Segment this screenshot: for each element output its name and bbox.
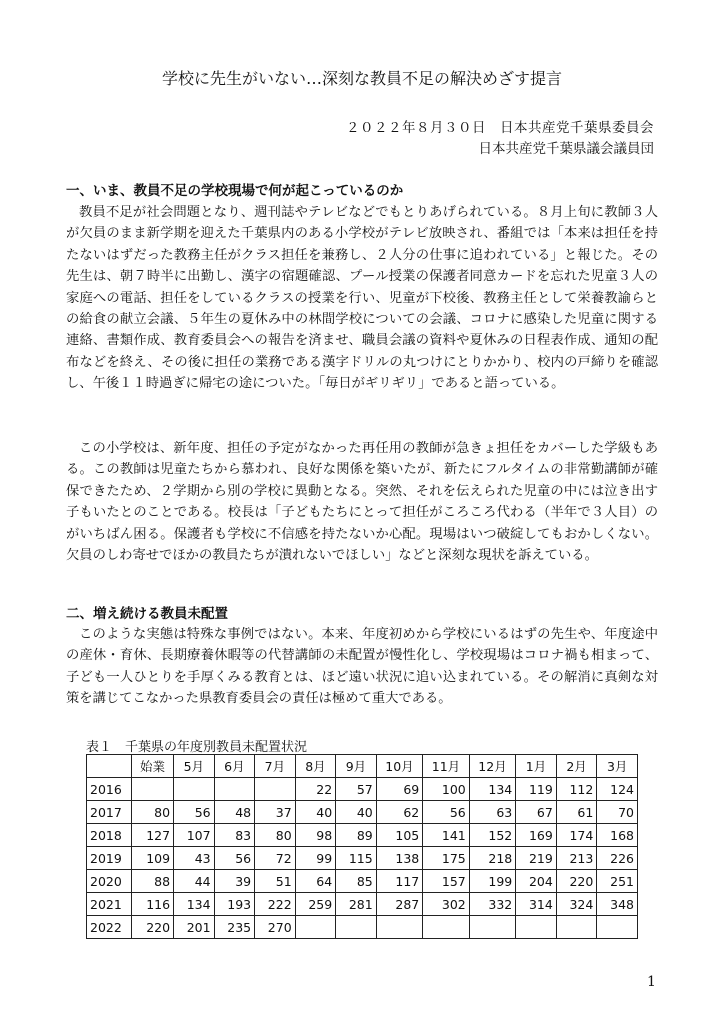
table-cell: 117 (376, 870, 423, 893)
table-cell: 168 (597, 824, 638, 847)
table-cell: 83 (214, 824, 255, 847)
table-cell (336, 916, 377, 939)
table-cell (174, 778, 215, 801)
table-cell: 56 (214, 847, 255, 870)
table-row (87, 893, 638, 916)
table-row (87, 916, 638, 939)
table-cell: 213 (556, 847, 597, 870)
table-header-cell: 2月 (556, 755, 597, 778)
date-issuer-line: ２０２２年８月３０日 日本共産党千葉県委員会 (346, 120, 654, 136)
table-cell: 302 (423, 893, 470, 916)
table-header-cell: 始業 (132, 755, 174, 778)
table-cell: 39 (214, 870, 255, 893)
table-cell: 43 (174, 847, 215, 870)
table-cell: 138 (376, 847, 423, 870)
table-cell: 270 (255, 916, 296, 939)
table-cell: 62 (376, 801, 423, 824)
table-header-cell: 9月 (336, 755, 377, 778)
table-header-cell: 1月 (516, 755, 557, 778)
table-cell: 314 (516, 893, 557, 916)
table-header-cell: 8月 (295, 755, 336, 778)
section1-paragraph-1: 教員不足が社会問題となり、週刊誌やテレビなどでもとりあげられている。８月上旬に教師３人が欠員のまま新学期を迎えた千葉県内のある小学校がテレビ放映され、番組では「本来は担任を持たないはずだった教務主任がクラス担任を兼務し、２人分の仕事に追われている」と報じた。その先生は、朝７時半に出勤し、漢字の宿題確認、プール授業の保護者同意カードを忘れた児童３人の家庭への電話、担任をしているクラスの授業を行い、児童が下校後、教務主任として栄養教諭らとの給食の献立会議、５年生の夏休み中の林間学校についての会議、コロナに感染した児童に関する連絡、書類作成、教育委員会への報告を済ませ、職員会議の資料や夏休みの日程表作成、通知の配布などを終え、その後に担任の業務である漢字ドリルの丸つけにとりかかり、校内の戸締りを確認し、午後１１時過ぎに帰宅の途についた。「毎日がギリギリ」であると語っている。 (66, 205, 658, 392)
table-header-cell: 6月 (214, 755, 255, 778)
table-cell: 226 (597, 847, 638, 870)
table-cell: 169 (516, 824, 557, 847)
table-cell: 40 (336, 801, 377, 824)
table-cell (423, 916, 470, 939)
table-cell: 72 (255, 847, 296, 870)
table-cell: 22 (295, 778, 336, 801)
table-cell: 69 (376, 778, 423, 801)
section2-heading: 二、増え続ける教員未配置 (66, 606, 228, 622)
table-cell: 348 (597, 893, 638, 916)
table-cell: 193 (214, 893, 255, 916)
table-row (87, 801, 638, 824)
table-cell: 251 (597, 870, 638, 893)
section1-heading: 一、いま、教員不足の学校現場で何が起こっているのか (66, 183, 404, 199)
table-year-cell: 2022 (87, 916, 132, 939)
table-body (87, 778, 638, 939)
table-header-cell (87, 755, 132, 778)
table-cell: 287 (376, 893, 423, 916)
table-cell: 105 (376, 824, 423, 847)
table-year-cell: 2020 (87, 870, 132, 893)
table-row (87, 847, 638, 870)
table-cell: 40 (295, 801, 336, 824)
table-header-cell: 10月 (376, 755, 423, 778)
table-cell: 37 (255, 801, 296, 824)
section1-paragraph-2: この小学校は、新年度、担任の予定がなかった再任用の教師が急きょ担任をカバーした学級もある。この教師は児童たちから慕われ、良好な関係を築いたが、新たにフルタイムの非常勤講師が確保できたため、２学期から別の学校に異動となる。突然、それを伝えられた児童の中には泣き出す子もいたとのことである。校長は「子どもたちにとって担任がころころ代わる（半年で３人目）のがいちばん困る。保護者も学校に不信感を持たないか心配。現場はいつ破綻してもおかしくない。欠員のしわ寄せでほかの教員たちが潰れないでほしい」などと深刻な現状を訴えている。 (66, 441, 658, 564)
table-cell: 174 (556, 824, 597, 847)
table-header-cell: 5月 (174, 755, 215, 778)
table-cell (516, 916, 557, 939)
table-cell: 175 (423, 847, 470, 870)
table-cell: 109 (132, 847, 174, 870)
table-cell: 222 (255, 893, 296, 916)
table-cell: 219 (516, 847, 557, 870)
table-cell: 100 (423, 778, 470, 801)
table-cell (214, 778, 255, 801)
table-cell: 124 (597, 778, 638, 801)
table-cell: 218 (469, 847, 516, 870)
table-cell: 48 (214, 801, 255, 824)
table-row (87, 824, 638, 847)
table-cell: 98 (295, 824, 336, 847)
table-year-cell: 2017 (87, 801, 132, 824)
table-year-cell: 2018 (87, 824, 132, 847)
table-cell: 119 (516, 778, 557, 801)
table-cell: 259 (295, 893, 336, 916)
table-header-row (87, 755, 638, 778)
table-cell (255, 778, 296, 801)
table-cell: 134 (469, 778, 516, 801)
table-cell: 281 (336, 893, 377, 916)
table-cell: 88 (132, 870, 174, 893)
table-cell: 152 (469, 824, 516, 847)
table-cell: 199 (469, 870, 516, 893)
table-year-cell: 2016 (87, 778, 132, 801)
issuer-line: 日本共産党千葉県議会議員団 (478, 141, 654, 157)
table-cell: 56 (423, 801, 470, 824)
table-header-cell: 7月 (255, 755, 296, 778)
table-cell: 115 (336, 847, 377, 870)
table-cell: 107 (174, 824, 215, 847)
table-row (87, 778, 638, 801)
table-cell: 141 (423, 824, 470, 847)
table-cell: 324 (556, 893, 597, 916)
table-cell: 80 (132, 801, 174, 824)
table-cell: 220 (132, 916, 174, 939)
table-cell: 134 (174, 893, 215, 916)
table-cell: 99 (295, 847, 336, 870)
table-header-cell: 12月 (469, 755, 516, 778)
vacancy-table (86, 754, 638, 939)
table-cell: 332 (469, 893, 516, 916)
table-cell: 235 (214, 916, 255, 939)
table-row (87, 870, 638, 893)
table-cell: 64 (295, 870, 336, 893)
table-cell: 220 (556, 870, 597, 893)
table-cell: 112 (556, 778, 597, 801)
table-cell: 80 (255, 824, 296, 847)
table-cell: 56 (174, 801, 215, 824)
table-cell: 51 (255, 870, 296, 893)
page-number: 1 (647, 974, 656, 990)
table-cell: 57 (336, 778, 377, 801)
table-caption: 表１ 千葉県の年度別教員未配置状況 (86, 740, 308, 755)
table-cell (597, 916, 638, 939)
document-title: 学校に先生がいない…深刻な教員不足の解決めざす提言 (161, 69, 562, 88)
table-cell (295, 916, 336, 939)
table-cell (376, 916, 423, 939)
table-cell: 204 (516, 870, 557, 893)
table-year-cell: 2021 (87, 893, 132, 916)
table-cell: 63 (469, 801, 516, 824)
table-cell: 157 (423, 870, 470, 893)
table-header-cell: 11月 (423, 755, 470, 778)
table-cell: 127 (132, 824, 174, 847)
table-cell (132, 778, 174, 801)
table-header-cell: 3月 (597, 755, 638, 778)
table-cell: 44 (174, 870, 215, 893)
table-cell: 116 (132, 893, 174, 916)
table-cell: 70 (597, 801, 638, 824)
table-cell: 89 (336, 824, 377, 847)
table-year-cell: 2019 (87, 847, 132, 870)
table-cell (469, 916, 516, 939)
table-cell: 67 (516, 801, 557, 824)
table-cell: 201 (174, 916, 215, 939)
table-cell: 61 (556, 801, 597, 824)
section2-paragraph-1: このような実態は特殊な事例ではない。本来、年度初めから学校にいるはずの先生や、年度途中の産休・育休、長期療養休暇等の代替講師の未配置が慢性化し、学校現場はコロナ禍も相まって、子ども一人ひとりを手厚くみる教育とは、ほど遠い状況に追い込まれている。その解消に真剣な対策を講じてこなかった県教育委員会の責任は極めて重大である。 (66, 627, 658, 707)
table-cell (556, 916, 597, 939)
table-cell: 85 (336, 870, 377, 893)
